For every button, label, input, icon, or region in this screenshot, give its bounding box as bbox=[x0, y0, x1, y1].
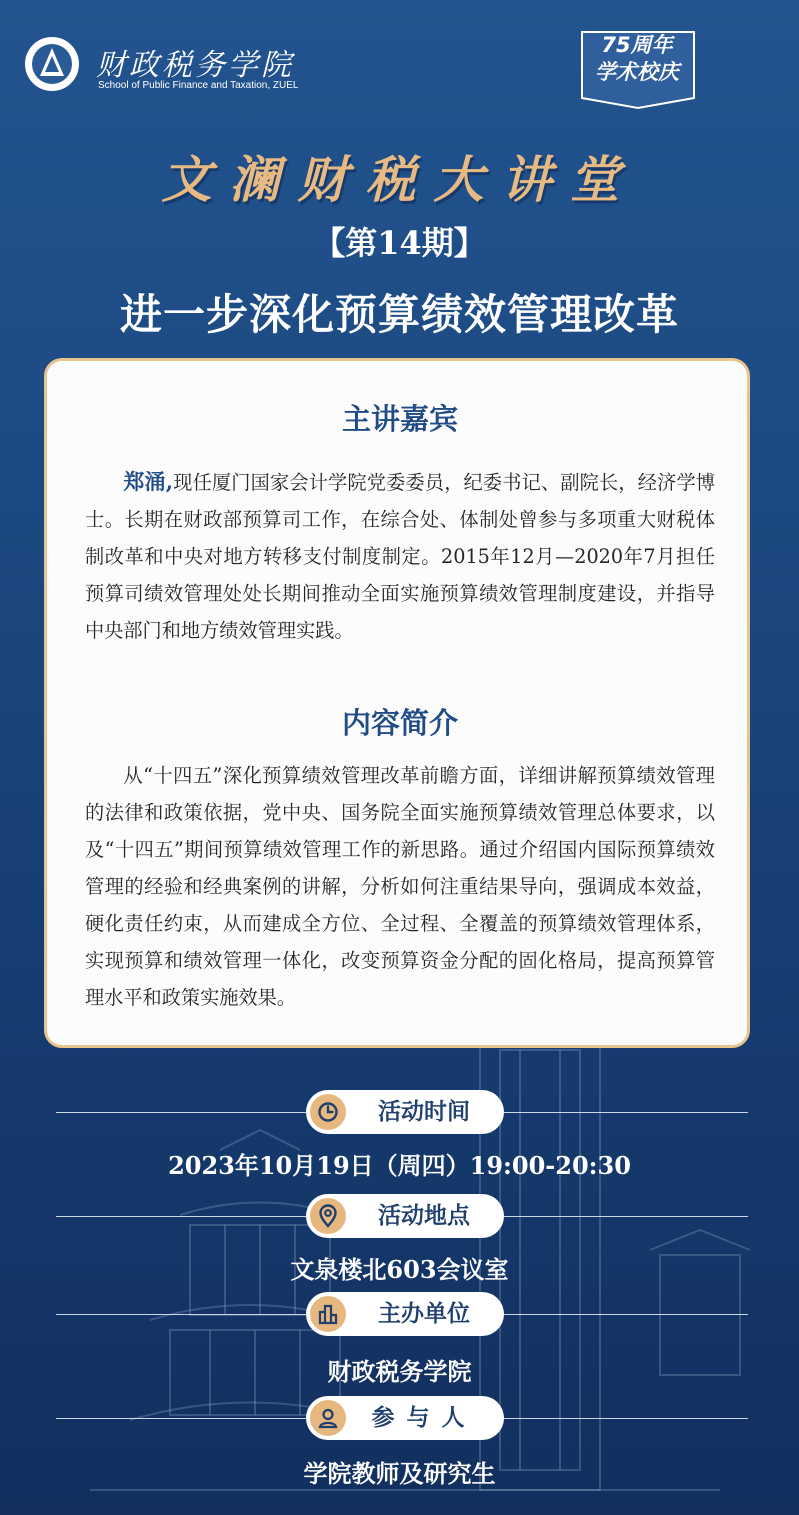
school-name-english: School of Public Finance and Taxation, ZUEL bbox=[98, 80, 299, 91]
content-card bbox=[44, 358, 750, 1048]
series-title: 文澜财税大讲堂 bbox=[161, 150, 638, 209]
location-pin-icon bbox=[310, 1198, 346, 1234]
location-value: 文泉楼北603会议室 bbox=[290, 1255, 509, 1284]
clock-icon bbox=[310, 1094, 346, 1130]
anniversary-line1: 75周年 bbox=[601, 33, 673, 57]
school-name: 财政税务学院 bbox=[96, 48, 294, 83]
organizer-value: 财政税务学院 bbox=[327, 1357, 472, 1386]
guest-heading: 主讲嘉宾 bbox=[341, 402, 458, 436]
participants-label: 参与人 bbox=[371, 1404, 477, 1431]
content-heading: 内容简介 bbox=[341, 706, 458, 740]
organizer-label: 主办单位 bbox=[378, 1300, 470, 1327]
time-value: 2023年10月19日（周四）19:00-20:30 bbox=[168, 1151, 631, 1180]
participants-value: 学院教师及研究生 bbox=[303, 1459, 496, 1488]
participants-pill bbox=[306, 1396, 504, 1440]
anniversary-line2: 学术校庆 bbox=[595, 60, 679, 84]
location-pill bbox=[306, 1194, 504, 1238]
person-icon bbox=[310, 1400, 346, 1436]
building-icon bbox=[310, 1296, 346, 1332]
school-logo bbox=[24, 36, 80, 92]
issue-number: 【第14期】 bbox=[313, 224, 486, 262]
anniversary-text bbox=[583, 32, 691, 86]
time-label: 活动时间 bbox=[378, 1098, 470, 1125]
guest-bio-paragraph bbox=[85, 463, 715, 649]
speaker-name: 郑涌, bbox=[123, 469, 174, 494]
location-label: 活动地点 bbox=[378, 1202, 470, 1229]
organizer-pill bbox=[306, 1292, 504, 1336]
content-summary: 从“十四五”深化预算绩效管理改革前瞻方面，详细讲解预算绩效管理的法律和政策依据，党中央、国务院全面实施预算绩效管理总体要求，以及“十四五”期间预算绩效管理工作的新思路。通过介绍国内国际预算绩效管理的经验和经典案例的讲解，分析如何注重结果导向，强调成本效益，硬化责任约束，从而建成全方位、全过程、全覆盖的预算绩效管理体系，实现预算和绩效管理一体化，改变预算资金分配的固化格局，提高预算管理水平和政策实施效果。 bbox=[85, 764, 715, 1009]
lecture-title: 进一步深化预算绩效管理改革 bbox=[119, 290, 679, 339]
time-pill bbox=[306, 1090, 504, 1134]
guest-bio: 现任厦门国家会计学院党委委员，纪委书记、副院长，经济学博士。长期在财政部预算司工作，在综合处、体制处曾参与多项重大财税体制改革和中央对地方转移支付制度制定。2015年12月—2020年7月担任预算司绩效管理处处长期间推动全面实施预算绩效管理制度建设，并指导中央部门和地方绩效管理实践。 bbox=[85, 471, 716, 642]
